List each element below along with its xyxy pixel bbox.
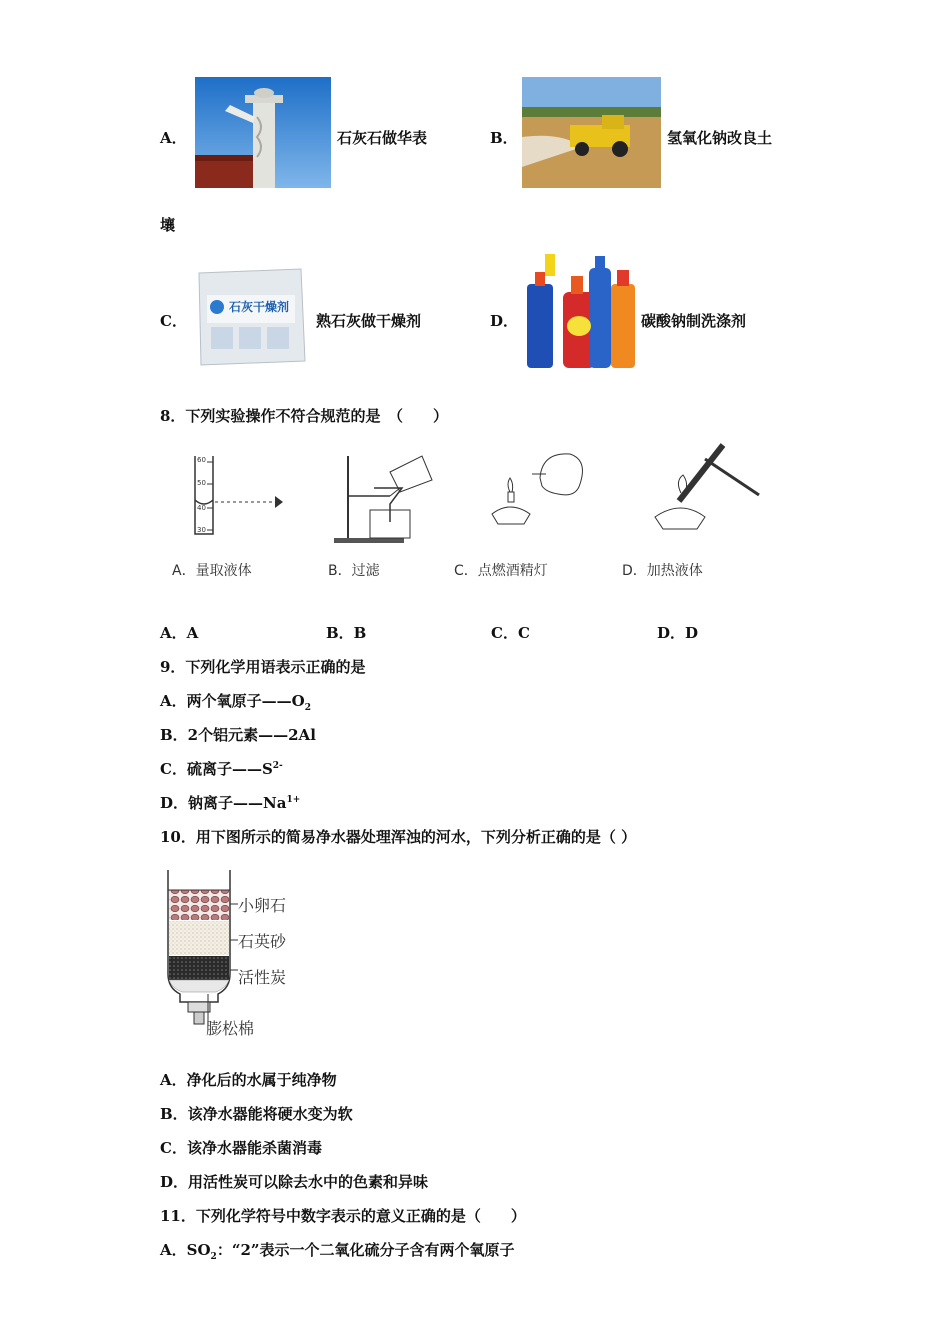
water-purifier-diagram (160, 868, 300, 1040)
option-b-letter: B． (490, 129, 518, 147)
tick-50: 50 (197, 479, 206, 487)
q11-stem: 11．下列化学符号中数字表示的意义正确的是（ ） (160, 1207, 526, 1225)
tick-30: 30 (197, 526, 206, 534)
option-b-text: 氢氧化钠改良土 (667, 129, 773, 147)
label-cotton: 膨松棉 (206, 1019, 255, 1038)
option-d-text: 碳酸钠制洗涤剂 (641, 312, 747, 330)
q8-choice-a[interactable]: A．A (160, 624, 199, 642)
q11-option-a-prefix: A．SO (160, 1241, 211, 1259)
q8-figure-b (330, 452, 440, 544)
q9-option-a[interactable] (160, 691, 311, 711)
q9-option-b[interactable]: B．2个铝元素——2Al (160, 726, 316, 744)
q10-stem: 10．用下图所示的简易净水器处理浑浊的河水，下列分析正确的是（ ） (160, 828, 637, 846)
q9-option-c-sup: 2- (272, 761, 283, 771)
q9-option-d-text: D．钠离子——Na (160, 794, 287, 812)
tick-40: 40 (197, 504, 206, 512)
q9-option-c-text: C．硫离子——S (160, 760, 273, 778)
q9-option-c[interactable] (160, 759, 283, 779)
q8-figure-c (480, 448, 590, 540)
desiccant-packet-photo (193, 265, 308, 370)
q8-choice-d[interactable]: D．D (657, 624, 699, 642)
q10-option-c[interactable]: C．该净水器能杀菌消毒 (160, 1139, 322, 1157)
option-a-letter: A． (160, 129, 187, 147)
q8-label-d: D．加热液体 (622, 563, 703, 579)
q9-stem: 9．下列化学用语表示正确的是 (160, 658, 366, 676)
q9-option-d-sup: 1+ (286, 795, 301, 805)
q8-label-b: B．过滤 (328, 563, 380, 579)
option-c-letter: C． (160, 312, 187, 330)
q10-option-b[interactable]: B．该净水器能将硬水变为软 (160, 1105, 353, 1123)
q11-option-a-sub: 2 (210, 1252, 217, 1262)
q11-option-a-rest: ：“2”表示一个二氧化硫分子含有两个氧原子 (216, 1241, 515, 1259)
tick-60: 60 (197, 456, 206, 464)
tractor-field-photo (522, 77, 661, 188)
q8-choice-b[interactable]: B．B (326, 624, 367, 642)
label-activated-carbon: 活性炭 (238, 968, 287, 987)
q9-option-a-text: A．两个氧原子——O (160, 692, 305, 710)
huabiao-photo (195, 77, 331, 188)
q10-option-a[interactable]: A．净化后的水属于纯净物 (160, 1071, 337, 1089)
q8-stem: 8．下列实验操作不符合规范的是 （ ） (160, 407, 448, 425)
q9-option-d[interactable] (160, 793, 300, 813)
q9-option-a-sub: 2 (304, 703, 311, 713)
q10-option-d[interactable]: D．用活性炭可以除去水中的色素和异味 (160, 1173, 429, 1191)
option-c-text: 熟石灰做干燥剂 (316, 312, 422, 330)
detergent-bottles-photo (523, 248, 640, 370)
q8-label-a: A．量取液体 (172, 563, 252, 579)
q8-figure-d (645, 435, 765, 535)
option-b-text-wrap: 壤 (160, 216, 176, 234)
q8-label-c: C．点燃酒精灯 (454, 563, 548, 579)
option-d-letter: D． (490, 312, 519, 330)
packet-label: 石灰干燥剂 (229, 300, 290, 314)
label-quartz-sand: 石英砂 (238, 932, 287, 951)
label-pebbles: 小卵石 (238, 896, 287, 915)
q11-option-a[interactable] (160, 1240, 515, 1260)
option-a-text: 石灰石做华表 (337, 129, 428, 147)
q8-figure-a (185, 452, 295, 542)
q8-choice-c[interactable]: C．C (491, 624, 530, 642)
